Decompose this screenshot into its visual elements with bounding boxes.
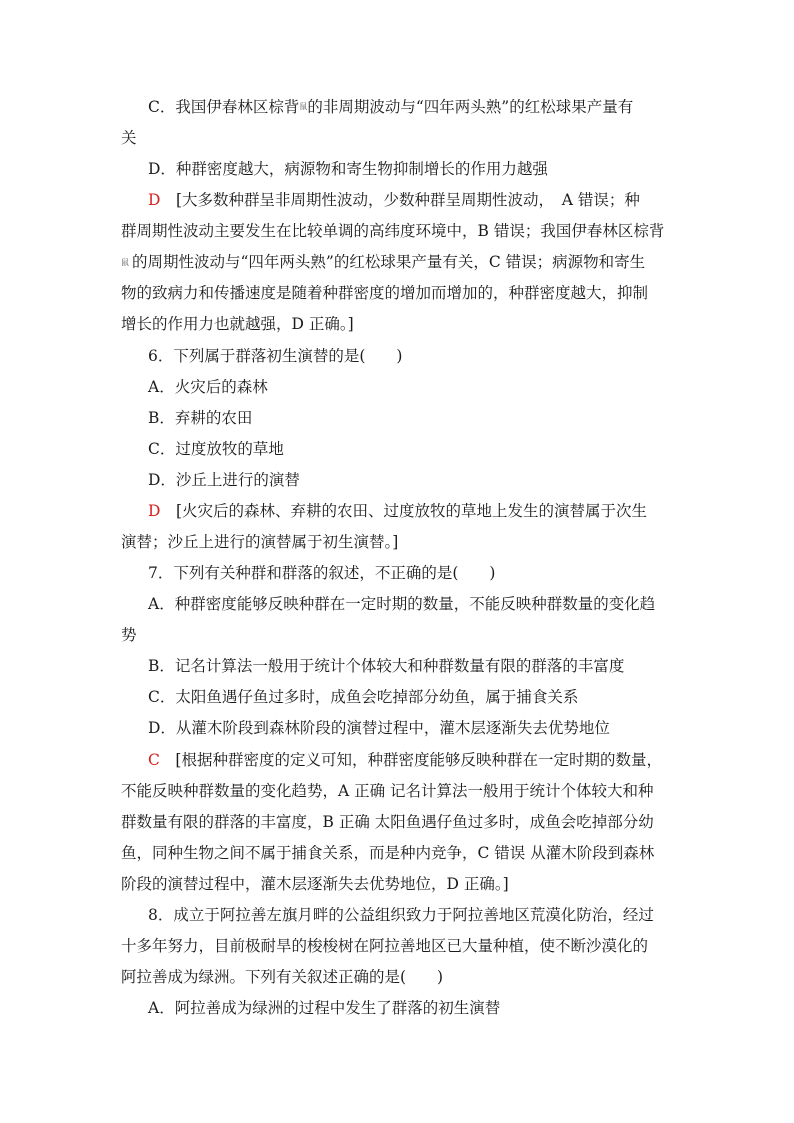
q6-option-c: C．过度放牧的草地: [148, 440, 284, 458]
q5-answer: D: [148, 191, 161, 209]
q7-option-a-line2: 势: [121, 626, 137, 644]
q5-option-d: D．种群密度越大，病源物和寄生物抑制增长的作用力越强: [148, 160, 548, 178]
q7-option-c: C．太阳鱼遇仔鱼过多时，成鱼会吃掉部分幼鱼，属于捕食关系: [148, 688, 579, 706]
q6-option-d: D．沙丘上进行的演替: [148, 471, 300, 489]
q5-explanation-line1: D [大多数种群呈非周期性波动，少数种群呈周期性波动， A 错误；种: [148, 191, 640, 209]
q5-option-c-line2: 关: [121, 129, 137, 147]
q5-option-c-glyph: 鼠: [299, 102, 308, 111]
q6-answer: D: [148, 502, 161, 520]
q6-explanation-line2: 演替；沙丘上进行的演替属于初生演替。]: [121, 533, 399, 551]
q5-explanation-line4: 物的致病力和传播速度是随着种群密度的增加而增加的，种群密度越大，抑制: [121, 284, 649, 302]
q5-option-c-line1: C．我国伊春林区棕背鼠的非周期波动与“四年两头熟”的红松球果产量有: [148, 98, 634, 116]
q7-option-d: D．从灌木阶段到森林阶段的演替过程中，灌木层逐渐失去优势地位: [148, 719, 610, 737]
q8-stem-line3: 阿拉善成为绿洲。下列有关叙述正确的是( ): [121, 968, 444, 986]
q8-stem-line1: 8．成立于阿拉善左旗月畔的公益组织致力于阿拉善地区荒漠化防治，经过: [148, 906, 654, 924]
q6-explanation-line1: D [火灾后的森林、弃耕的农田、过度放牧的草地上发生的演替属于次生: [148, 502, 648, 520]
q7-explanation-line3: 群数量有限的群落的丰富度，B 正确 太阳鱼遇仔鱼过多时，成鱼会吃掉部分幼: [121, 813, 654, 831]
q5-explanation-line3: 鼠 的周期性波动与“四年两头熟”的红松球果产量有关，C 错误；病源物和寄生: [121, 251, 645, 274]
q7-explanation-line4: 鱼，同种生物之间不属于捕食关系，而是种内竞争，C 错误 从灌木阶段到森林: [121, 844, 655, 862]
q7-explanation-line2: 不能反映种群数量的变化趋势，A 正确 记名计算法一般用于统计个体较大和种: [121, 782, 654, 800]
q6-stem: 6．下列属于群落初生演替的是( ): [148, 347, 403, 365]
q5-explanation-line5: 增长的作用力也就越强，D 正确。]: [121, 315, 354, 333]
q7-explanation-line5: 阶段的演替过程中，灌木层逐渐失去优势地位，D 正确。]: [121, 875, 509, 893]
q7-answer: C: [148, 751, 160, 769]
q7-option-b: B．记名计算法一般用于统计个体较大和种群数量有限的群落的丰富度: [148, 657, 625, 675]
q8-stem-line2: 十多年努力，目前极耐旱的梭梭树在阿拉善地区已大量种植，使不断沙漠化的: [121, 937, 649, 955]
q7-option-a-line1: A．种群密度能够反映种群在一定时期的数量，不能反映种群数量的变化趋: [148, 595, 656, 613]
q5-explanation-glyph: 鼠: [121, 258, 129, 267]
q5-explanation-line2: 群周期性波动主要发生在比较单调的高纬度环境中，B 错误；我国伊春林区棕背: [121, 222, 665, 240]
q6-option-a: A．火灾后的森林: [148, 378, 268, 396]
q7-explanation-line1: C [根据种群密度的定义可知，种群密度能够反映种群在一定时期的数量，: [148, 751, 662, 769]
q8-option-a: A．阿拉善成为绿洲的过程中发生了群落的初生演替: [148, 999, 501, 1017]
q7-stem: 7．下列有关种群和群落的叙述，不正确的是( ): [148, 564, 496, 582]
q6-option-b: B．弃耕的农田: [148, 409, 253, 427]
